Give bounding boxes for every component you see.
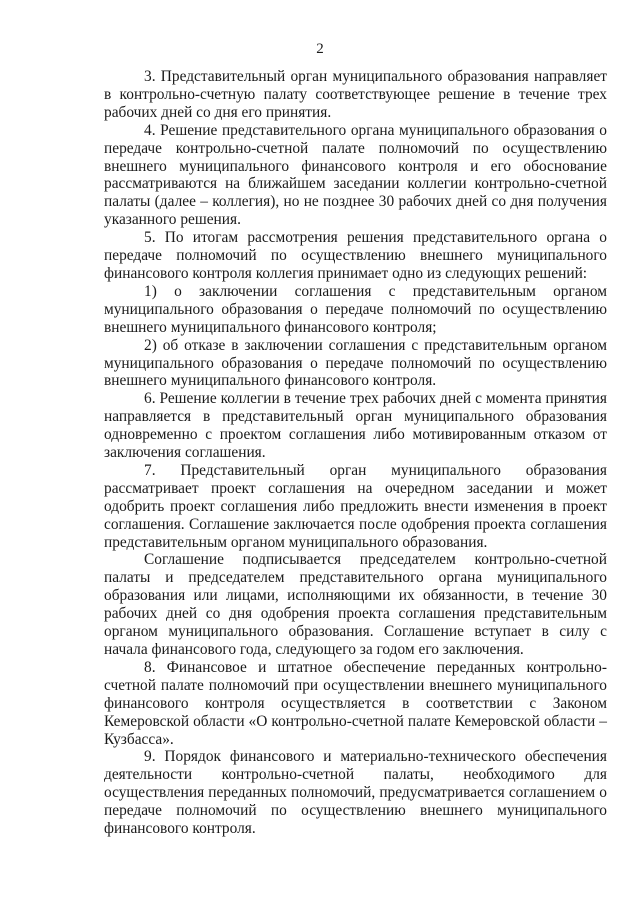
page-number: 2 xyxy=(316,41,324,57)
paragraph-5-item-2: 2) об отказе в заключении соглашения с представительным органом муниципального образования о передаче полномочий по осуществлению внешнего муниципального финансового контроля. xyxy=(104,336,607,390)
paragraph-7: 7. Представительный орган муниципального образования рассматривает проект соглашения на очередном заседании и может одобрить проект соглашения либо предложить внести изменения в проект соглашения. Соглашение заключается после одобрения проекта соглашения представительным органом муниципального образования. xyxy=(104,461,607,551)
paragraph-5: 5. По итогам рассмотрения решения представительного органа о передаче полномочий по осуществлению внешнего муниципального финансового контроля коллегия принимает одно из следующих решений: xyxy=(104,229,607,282)
paragraph-7-continuation: Соглашение подписывается председателем контрольно-счетной палаты и председателем представительного органа муниципального образования или лицами, исполняющими их обязанности, в течение 30 рабочих дней со дня одобрения проекта соглашения представительным органом муниципального образования. Соглашение вступает в силу с начала финансового года, следующего за годом его заключения. xyxy=(104,551,607,658)
paragraph-3: 3. Представительный орган муниципального образования направляет в контрольно-счетную палату соответствующее решение в течение трех рабочих дней со дня его принятия. xyxy=(104,68,607,121)
paragraph-5-item-1: 1) о заключении соглашения с представительным органом муниципального образования о передаче полномочий по осуществлению внешнего муниципального финансового контроля; xyxy=(104,282,607,336)
paragraph-8: 8. Финансовое и штатное обеспечение переданных контрольно-счетной палате полномочий при осуществлении внешнего муниципального финансового контроля осуществляется в соответствии с Законом Кемеровской области «О контрольно-счетной палате Кемеровской области – Кузбасса». xyxy=(104,658,607,748)
paragraph-6: 6. Решение коллегии в течение трех рабочих дней с момента принятия направляется в представительный орган муниципального образования одновременно с проектом соглашения либо мотивированным отказом от заключения соглашения. xyxy=(104,390,607,462)
paragraph-4: 4. Решение представительного органа муниципального образования о передаче контрольно-счетной палате полномочий по осуществлению внешнего муниципального финансового контроля и его обоснование рассматриваются на ближайшем заседании коллегии контрольно-счетной палаты (далее – коллегия), но не позднее 30 рабочих дней со дня получения указанного решения. xyxy=(104,121,607,229)
document-body xyxy=(104,68,607,838)
paragraph-9: 9. Порядок финансового и материально-технического обеспечения деятельности контрольно-счетной палаты, необходимого для осуществления переданных полномочий, предусматривается соглашением о передаче полномочий по осуществлению внешнего муниципального финансового контроля. xyxy=(104,748,607,838)
